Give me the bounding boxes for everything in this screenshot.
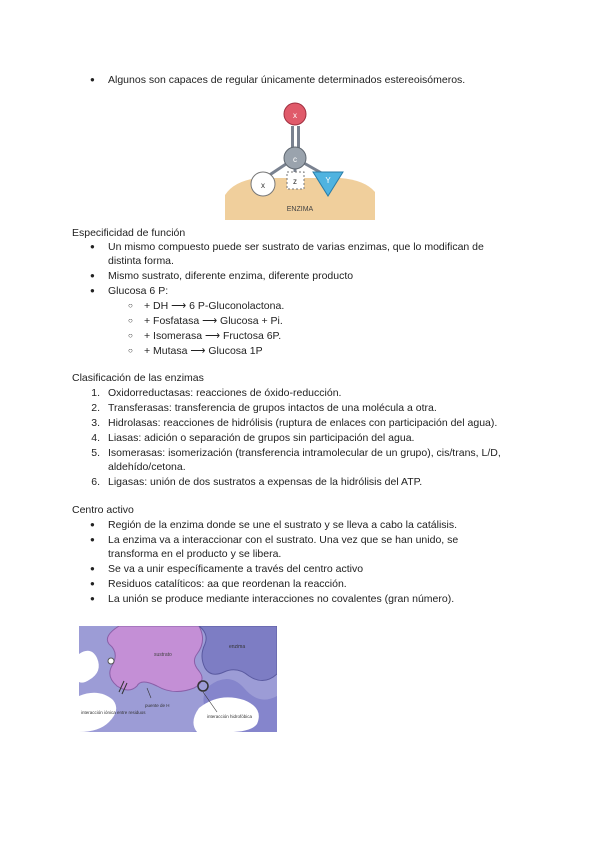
- specificity-item-2: Mismo sustrato, diferente enzima, diferente producto: [108, 270, 354, 282]
- bullet-dot: ●: [90, 564, 95, 573]
- bullet-dot: ●: [90, 271, 95, 280]
- left-group-label: x: [261, 181, 265, 190]
- sub-bullet: ○: [128, 316, 133, 325]
- classification-item-2: Transferasas: transferencia de grupos intactos de una molécula a otra.: [108, 402, 437, 414]
- right-group-label: Y: [325, 176, 331, 185]
- classification-item-5: Isomerasas: isomerización (transferencia intramolecular de un grupo), cis/trans, L/D,: [108, 447, 501, 459]
- classification-item-6: Ligasas: unión de dos sustratos a expensas de la hidrólisis del ATP.: [108, 476, 423, 488]
- sub-bullet: ○: [128, 331, 133, 340]
- specificity-sub-3: + Isomerasa ⟶ Fructosa 6P.: [144, 330, 282, 342]
- active-site-item-3: Se va a unir específicamente a través del centro activo: [108, 563, 364, 575]
- active-site-item-4: Residuos catalíticos: aa que reordenan la reacción.: [108, 578, 347, 590]
- bullet-dot: ●: [90, 579, 95, 588]
- substrate-label: sustrato: [154, 652, 172, 658]
- specificity-item-1-cont: distinta forma.: [108, 255, 174, 267]
- active-site-item-1: Región de la enzima donde se une el sustrato y se lleva a cabo la catálisis.: [108, 519, 458, 531]
- list-number: 3.: [91, 417, 100, 429]
- bullet-dot: ●: [90, 75, 95, 84]
- active-site-item-2: La enzima va a interaccionar con el sustrato. Una vez que se han unido, se: [108, 534, 459, 546]
- classification-item-1: Oxidorreductasas: reacciones de óxido-reducción.: [108, 387, 342, 399]
- substrate-shape: [107, 626, 202, 692]
- specificity-item-1: Un mismo compuesto puede ser sustrato de varias enzimas, que lo modifican de: [108, 241, 484, 253]
- active-site-heading: Centro activo: [72, 504, 134, 516]
- sub-bullet: ○: [128, 301, 133, 310]
- active-site-item-5: La unión se produce mediante interacciones no covalentes (gran número).: [108, 593, 455, 605]
- active-site-item-2-cont: transforma en el producto y se libera.: [108, 548, 282, 560]
- stereospecificity-diagram: [225, 100, 375, 220]
- list-number: 6.: [91, 476, 100, 488]
- carbon-label: c: [293, 155, 297, 164]
- bullet-dot: ●: [90, 594, 95, 603]
- bullet-dot: ●: [90, 286, 95, 295]
- classification-item-5-cont: aldehído/cetona.: [108, 461, 186, 473]
- list-number: 5.: [91, 447, 100, 459]
- list-number: 4.: [91, 432, 100, 444]
- classification-heading: Clasificación de las enzimas: [72, 372, 204, 384]
- classification-item-3: Hidrolasas: reacciones de hidrólisis (ruptura de enlaces con participación del agua).: [108, 417, 498, 429]
- active-site-diagram: [79, 626, 277, 732]
- bullet-dot: ●: [90, 520, 95, 529]
- enzyme-label: enzima: [229, 644, 246, 650]
- classification-item-4: Liasas: adición o separación de grupos sin participación del agua.: [108, 432, 415, 444]
- bullet-dot: ●: [90, 242, 95, 251]
- list-number: 2.: [91, 402, 100, 414]
- specificity-sub-1: + DH ⟶ 6 P-Gluconolactona.: [144, 300, 285, 312]
- bullet-dot: ●: [90, 535, 95, 544]
- top-group-label: x: [293, 111, 297, 120]
- specificity-heading: Especificidad de función: [72, 227, 186, 239]
- enzyme-base-label: ENZIMA: [286, 206, 314, 213]
- middle-group-label: z: [293, 177, 297, 186]
- hydrophobic-interaction-label: interacción hidrofóbica: [207, 714, 253, 719]
- specificity-sub-2: + Fosfatasa ⟶ Glucosa + Pi.: [144, 315, 283, 327]
- ionic-interaction-label: interacción iónica entre residuos: [81, 710, 146, 715]
- specificity-sub-4: + Mutasa ⟶ Glucosa 1P: [144, 345, 263, 357]
- sub-bullet: ○: [128, 346, 133, 355]
- specificity-item-3: Glucosa 6 P:: [108, 285, 169, 297]
- intro-text: Algunos son capaces de regular únicamente determinados estereoisómeros.: [108, 74, 466, 86]
- list-number: 1.: [91, 387, 100, 399]
- hydrogen-bond-label: puente de H: [145, 703, 170, 708]
